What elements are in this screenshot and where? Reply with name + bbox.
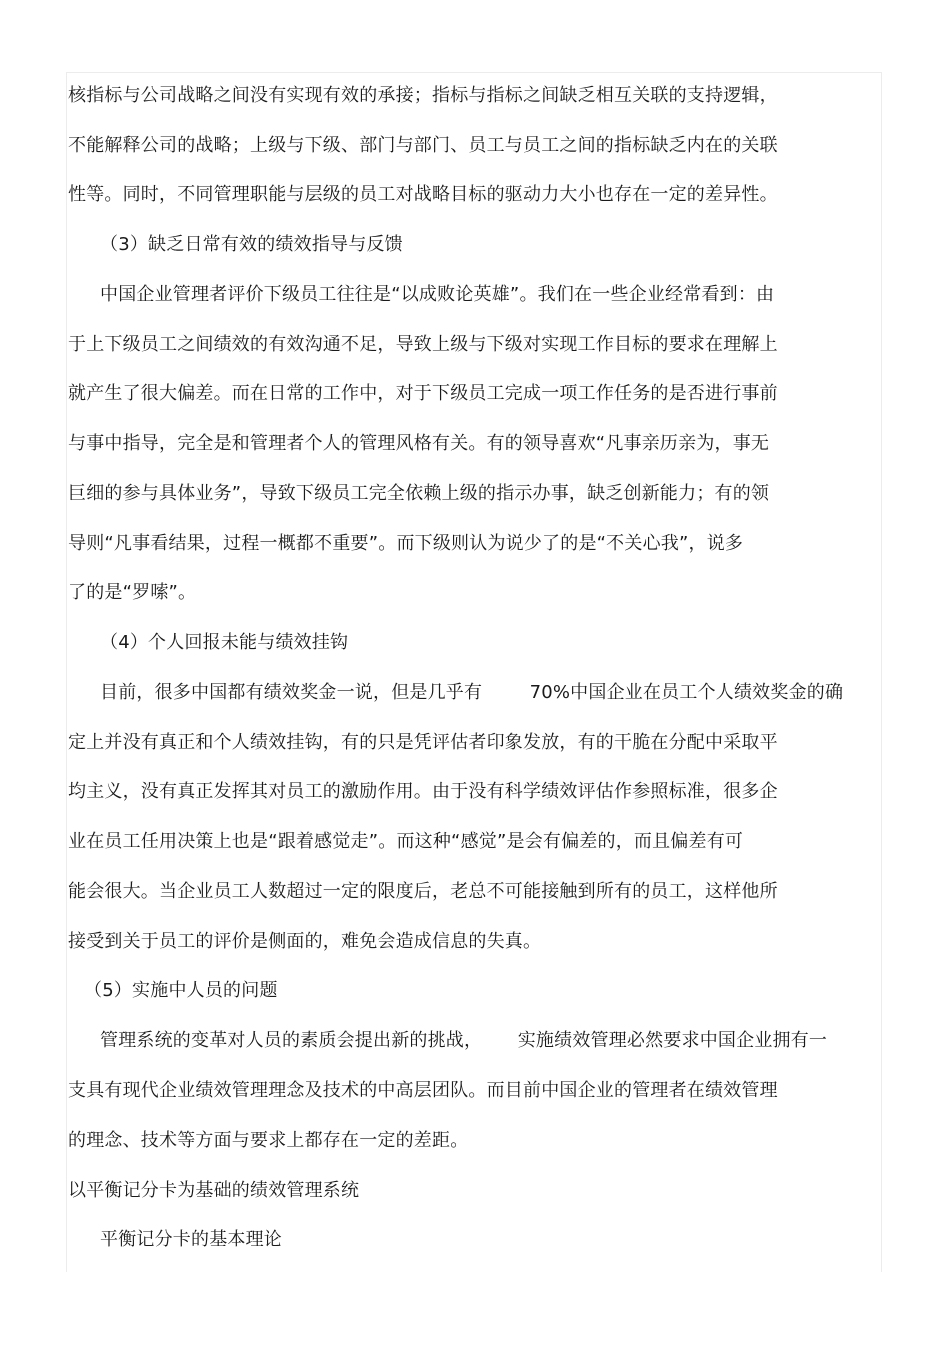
- section-heading: （3）缺乏日常有效的绩效指导与反馈: [100, 234, 403, 255]
- text-line: 性等。同时，不同管理职能与层级的员工对战略目标的驱动力大小也存在一定的差异性。: [68, 184, 778, 205]
- text-line: 能会很大。当企业员工人数超过一定的限度后，老总不可能接触到所有的员工，这样他所: [68, 881, 778, 902]
- section-heading: （5）实施中人员的问题: [84, 980, 278, 1001]
- text-line: 了的是“罗嗦”。: [68, 582, 197, 603]
- text-line: 就产生了很大偏差。而在日常的工作中，对于下级员工完成一项工作任务的是否进行事前: [68, 383, 778, 404]
- text-line: 于上下级员工之间绩效的有效沟通不足，导致上级与下级对实现工作目标的要求在理解上: [68, 334, 778, 355]
- subsection-heading: 平衡记分卡的基本理论: [100, 1229, 282, 1250]
- text-line: 目前，很多中国都有绩效奖金一说，但是几乎有 70%中国企业在员工个人绩效奖金的确: [100, 682, 844, 703]
- text-line: 与事中指导，完全是和管理者个人的管理风格有关。有的领导喜欢“凡事亲历亲为，事无: [68, 433, 770, 454]
- text-line: 业在员工任用决策上也是“跟着感觉走”。而这种“感觉”是会有偏差的，而且偏差有可: [68, 831, 744, 852]
- section-heading: （4）个人回报未能与绩效挂钩: [100, 632, 349, 653]
- text-line: 导则“凡事看结果，过程一概都不重要”。而下级则认为说少了的是“不关心我”，说多: [68, 533, 744, 554]
- text-line: 不能解释公司的战略；上级与下级、部门与部门、员工与员工之间的指标缺乏内在的关联: [68, 135, 778, 156]
- text-line: 接受到关于员工的评价是侧面的，难免会造成信息的失真。: [68, 931, 542, 952]
- text-line: 核指标与公司战略之间没有实现有效的承接；指标与指标之间缺乏相互关联的支持逻辑，: [68, 85, 778, 106]
- section-heading: 以平衡记分卡为基础的绩效管理系统: [68, 1180, 360, 1201]
- text-line: 均主义，没有真正发挥其对员工的激励作用。由于没有科学绩效评估作参照标准，很多企: [68, 781, 778, 802]
- text-line: 中国企业管理者评价下级员工往往是“以成败论英雄”。我们在一些企业经常看到：由: [100, 284, 775, 305]
- text-line: 的理念、技术等方面与要求上都存在一定的差距。: [68, 1130, 469, 1151]
- text-line: 定上并没有真正和个人绩效挂钩，有的只是凭评估者印象发放，有的干脆在分配中采取平: [68, 732, 778, 753]
- text-line: 管理系统的变革对人员的素质会提出新的挑战， 实施绩效管理必然要求中国企业拥有一: [100, 1030, 828, 1051]
- text-line: 支具有现代企业绩效管理理念及技术的中高层团队。而目前中国企业的管理者在绩效管理: [68, 1080, 778, 1101]
- text-line: 巨细的参与具体业务”，导致下级员工完全依赖上级的指示办事，缺乏创新能力；有的领: [68, 483, 770, 504]
